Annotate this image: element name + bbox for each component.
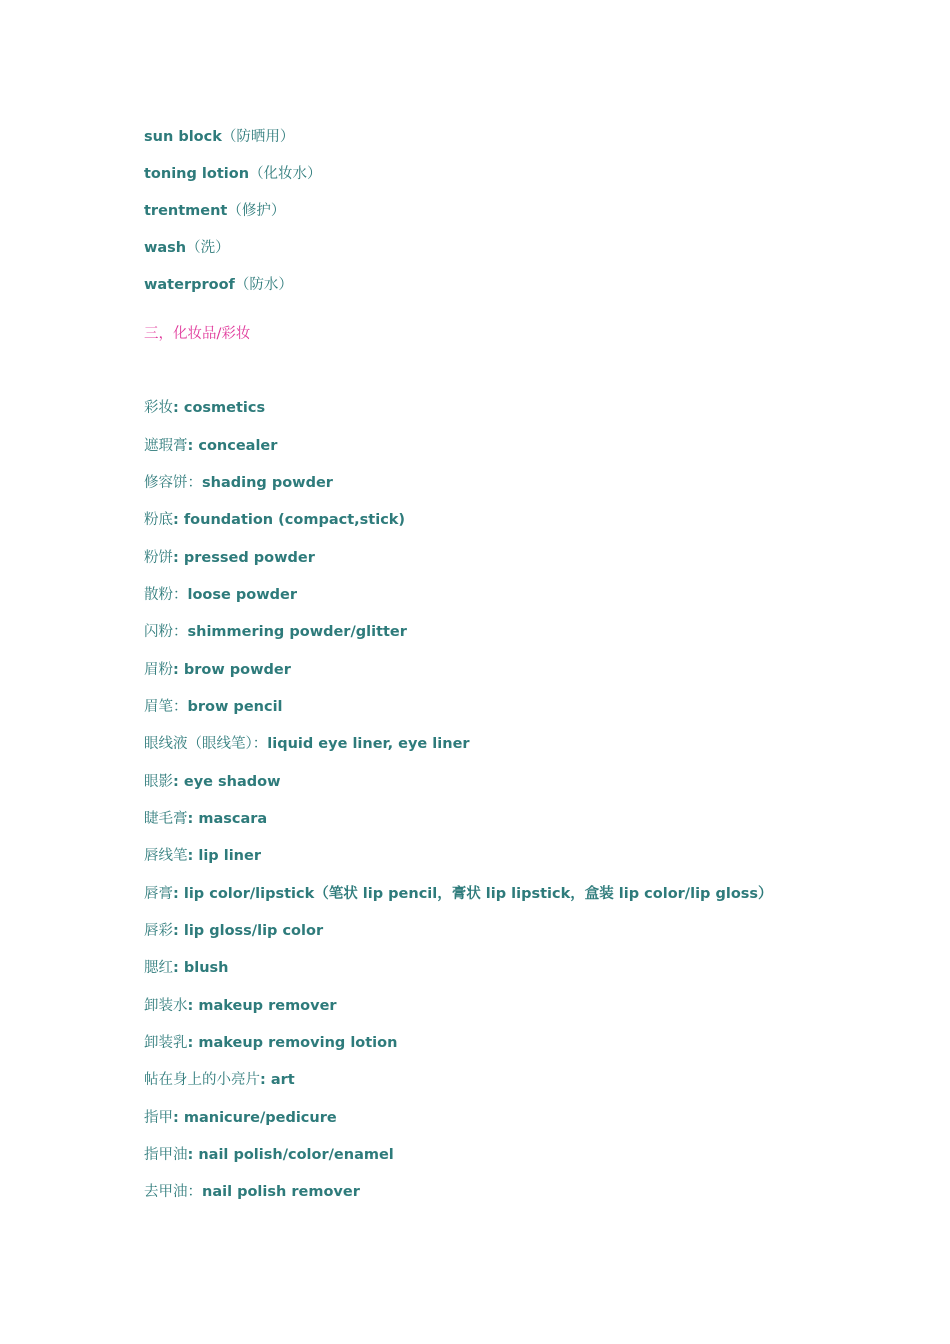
term-entry: [144, 996, 337, 1016]
term-chinese: 彩妆: [144, 400, 173, 416]
term-english: foundation (compact,stick): [183, 512, 406, 528]
term-english: lip gloss/lip color: [183, 923, 324, 939]
term-english: brow pencil: [187, 699, 283, 715]
term-chinese: 卸装乳: [144, 1035, 188, 1051]
term-chinese: 散粉: [144, 587, 173, 603]
term-chinese: 卸装水: [144, 998, 188, 1014]
term-english: mascara: [198, 811, 268, 827]
term-english: nail polish/color/enamel: [198, 1147, 394, 1163]
term-english: liquid eye liner, eye liner: [267, 736, 470, 752]
term-entry: [144, 660, 291, 680]
term-separator: ：: [187, 475, 202, 491]
term-separator: :: [187, 438, 199, 454]
term-english: concealer: [198, 438, 278, 454]
term-separator: ：: [173, 624, 188, 640]
term-separator: :: [173, 960, 184, 976]
term-chinese: 腮红: [144, 960, 173, 976]
term-chinese: 唇彩: [144, 923, 173, 939]
term-english: makeup removing lotion: [198, 1035, 398, 1051]
term-entry: [144, 548, 315, 568]
term-english: cosmetics: [183, 400, 266, 416]
term-english: blush: [183, 960, 229, 976]
term-entry: [144, 622, 407, 642]
term-english: manicure/pedicure: [183, 1110, 337, 1126]
term-chinese: （防晒用）: [221, 129, 295, 145]
term-separator: ：: [173, 699, 188, 715]
term-chinese: 遮瑕膏: [144, 438, 188, 454]
term-english: brow powder: [183, 662, 291, 678]
term-chinese: （洗）: [186, 240, 230, 256]
term-separator: ：: [187, 1184, 202, 1200]
term-chinese: （修护）: [227, 203, 286, 219]
term-english: art: [270, 1072, 295, 1088]
term-separator: ：: [173, 587, 188, 603]
term-english: pressed powder: [183, 550, 315, 566]
term-separator: :: [187, 998, 199, 1014]
term-chinese: 修容饼: [144, 475, 188, 491]
term-english: sun block: [144, 129, 222, 145]
term-entry: [144, 697, 283, 717]
term-entry: [144, 958, 229, 978]
term-english: makeup remover: [198, 998, 337, 1014]
term-separator: :: [173, 550, 184, 566]
term-entry: [144, 127, 294, 147]
term-chinese: 唇膏: [144, 886, 173, 902]
term-english: shading powder: [202, 475, 333, 491]
term-entry: [144, 473, 333, 493]
term-entry: [144, 921, 323, 941]
term-entry: [144, 275, 293, 295]
term-entry: [144, 884, 773, 904]
term-chinese: 粉饼: [144, 550, 173, 566]
term-entry: [144, 510, 405, 530]
term-entry: [144, 1145, 394, 1165]
term-entry: [144, 772, 281, 792]
term-separator: :: [173, 886, 184, 902]
term-chinese: 睫毛膏: [144, 811, 188, 827]
term-english: wash: [144, 240, 187, 256]
term-chinese: 帖在身上的小亮片: [144, 1072, 260, 1088]
term-separator: ：: [252, 736, 268, 752]
term-entry: [144, 1070, 295, 1090]
term-chinese: 指甲油: [144, 1147, 188, 1163]
term-entry: [144, 846, 261, 866]
term-chinese: （化妆水）: [249, 166, 322, 182]
term-separator: :: [187, 1147, 199, 1163]
term-chinese: 眉粉: [144, 662, 173, 678]
term-entry: [144, 585, 297, 605]
term-entry: [144, 436, 277, 456]
term-chinese: 指甲: [144, 1110, 173, 1126]
term-separator: :: [173, 923, 184, 939]
term-separator: :: [173, 1110, 184, 1126]
term-entry: [144, 201, 285, 221]
term-chinese: 唇线笔: [144, 848, 188, 864]
term-entry: [144, 734, 470, 754]
term-chinese: 去甲油: [144, 1184, 188, 1200]
term-entry: [144, 809, 267, 829]
term-chinese: 粉底: [144, 512, 173, 528]
term-english: nail polish remover: [202, 1184, 360, 1200]
term-separator: :: [187, 1035, 199, 1051]
term-separator: :: [173, 774, 184, 790]
section-heading: 三，化妆品/彩妆: [144, 326, 251, 342]
term-chinese: 闪粉: [144, 624, 173, 640]
term-entry: [144, 398, 265, 418]
term-english: loose powder: [187, 587, 298, 603]
term-chinese: 眉笔: [144, 699, 173, 715]
term-entry: [144, 238, 230, 258]
term-english: waterproof: [144, 277, 235, 293]
term-entry: [144, 1033, 397, 1053]
term-entry: [144, 1108, 337, 1128]
term-chinese: 眼线液（眼线笔）: [144, 736, 253, 752]
term-english: eye shadow: [183, 774, 281, 790]
term-separator: :: [187, 811, 199, 827]
term-separator: :: [173, 512, 184, 528]
term-english: shimmering powder/glitter: [187, 624, 407, 640]
term-separator: :: [173, 662, 184, 678]
term-chinese: 眼影: [144, 774, 173, 790]
term-entry: [144, 1182, 360, 1202]
term-english: trentment: [144, 203, 228, 219]
term-english: toning lotion: [144, 166, 250, 182]
term-separator: :: [173, 400, 184, 416]
term-separator: :: [260, 1072, 271, 1088]
term-english: lip liner: [198, 848, 261, 864]
term-chinese: （防水）: [234, 277, 293, 293]
term-separator: :: [187, 848, 199, 864]
term-english: lip color/lipstick（笔状 lip pencil，膏状 lip lipstick，盒装 lip color/lip gloss）: [183, 886, 773, 902]
term-entry: [144, 164, 322, 184]
